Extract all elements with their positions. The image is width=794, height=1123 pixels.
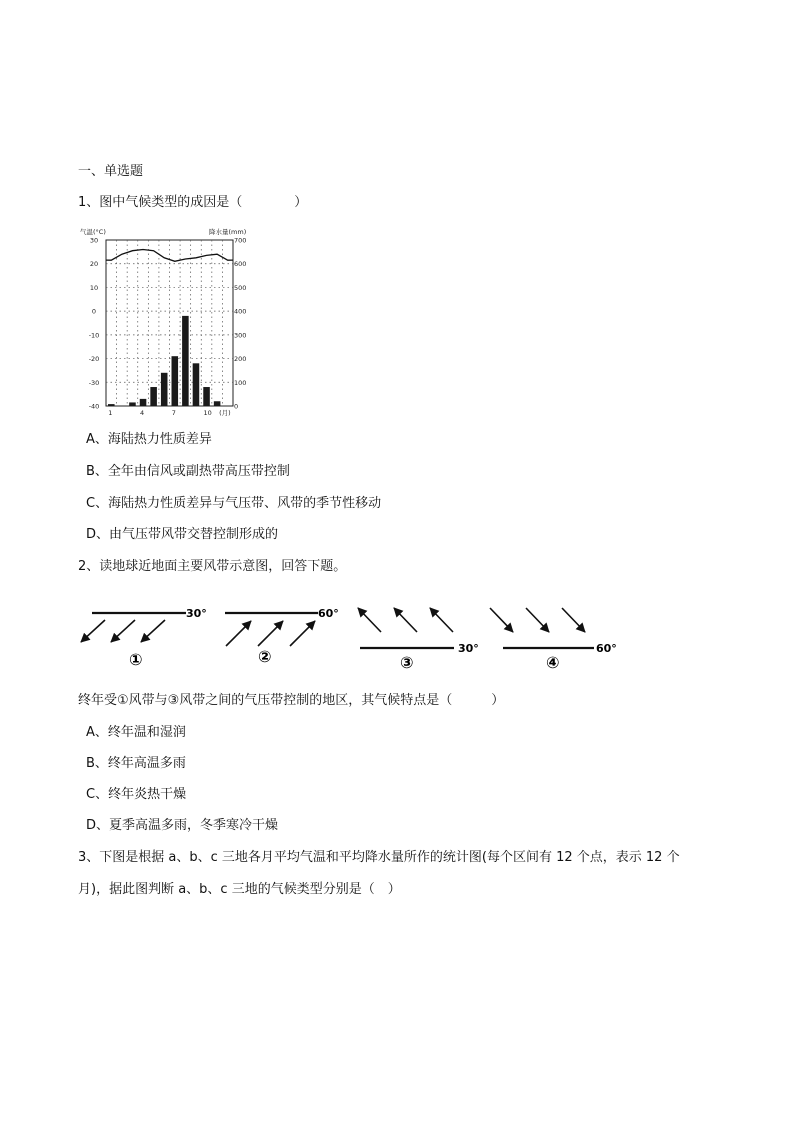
wind-belt-label-1: ①: [129, 650, 143, 669]
wind-belt-diagram: [70, 596, 630, 676]
q1-option-a[interactable]: A、海陆热力性质差异: [86, 432, 212, 447]
latitude-label-30: 30°: [186, 607, 207, 620]
precip-tick-label: 600: [234, 260, 246, 269]
wind-arrow: [358, 608, 381, 632]
wind-arrow: [394, 608, 417, 632]
latitude-label-60: 60°: [596, 642, 617, 655]
temp-tick-label: -20: [88, 355, 100, 364]
temp-tick-label: 10: [89, 283, 99, 292]
wind-belt-label-2: ②: [258, 647, 272, 666]
month-tick-label: 7: [171, 409, 176, 417]
q2-option-a[interactable]: A、终年温和湿润: [86, 725, 186, 740]
precip-tick-label: 700: [234, 236, 246, 245]
wind-arrow: [490, 608, 513, 632]
wind-arrow: [290, 621, 315, 646]
q1-option-b[interactable]: B、全年由信风或副热带高压带控制: [86, 464, 290, 479]
precip-tick-label: 200: [234, 355, 246, 364]
q2-stem: 2、读地球近地面主要风带示意图，回答下题。: [78, 559, 347, 574]
temp-tick-label: 20: [89, 260, 99, 269]
temp-tick-label: 30: [89, 236, 99, 245]
precipitation-bar: [161, 373, 168, 406]
month-tick-label: 4: [140, 409, 145, 417]
q2-option-c[interactable]: C、终年炎热干燥: [86, 787, 187, 802]
precipitation-bars: [108, 316, 220, 406]
precip-tick-label: 500: [234, 283, 246, 292]
temp-tick-label: 0: [91, 307, 97, 316]
q1-stem: 1、图中气候类型的成因是（ ）: [78, 195, 308, 210]
precipitation-bar: [182, 316, 189, 406]
latitude-label-30: 30°: [458, 642, 479, 655]
month-tick-label: (月): [219, 409, 231, 417]
latitude-label-60: 60°: [318, 607, 339, 620]
temp-tick-label: -40: [88, 402, 100, 411]
precipitation-bar: [203, 387, 210, 406]
climate-chart: [76, 222, 246, 422]
section-title: 一、单选题: [78, 164, 144, 179]
wind-belt-3: [358, 608, 479, 672]
wind-arrow: [430, 608, 453, 632]
wind-arrow: [141, 620, 165, 642]
precipitation-bar: [108, 404, 115, 406]
precip-tick-label: 0: [234, 402, 239, 411]
q3-stem-line1: 3、下图是根据 a、b、c 三地各月平均气温和平均降水量所作的统计图(每个区间有 12 个点，表示 12 个: [78, 850, 680, 865]
temp-tick-label: -30: [88, 378, 100, 387]
wind-belt-label-3: ③: [400, 653, 414, 672]
month-tick-label: 10: [203, 409, 212, 417]
plot-frame: [106, 240, 233, 406]
q2-option-b[interactable]: B、终年高温多雨: [86, 756, 186, 771]
month-tick-label: 1: [108, 409, 113, 417]
precipitation-bar: [150, 387, 157, 406]
wind-arrow: [226, 621, 251, 646]
precip-tick-label: 300: [234, 331, 246, 340]
wind-arrow: [258, 621, 283, 646]
q3-stem-line2: 月)，据此图判断 a、b、c 三地的气候类型分别是（ ）: [78, 882, 401, 897]
temp-axis-label: 气温(°C): [80, 228, 106, 236]
temperature-line: [106, 250, 233, 262]
precipitation-bar: [193, 363, 200, 406]
wind-arrow: [81, 620, 105, 642]
precip-axis-label: 降水量(mm): [209, 228, 246, 236]
wind-belt-1: [81, 607, 207, 669]
wind-belt-label-4: ④: [546, 653, 560, 672]
precip-tick-label: 100: [234, 378, 246, 387]
precip-tick-label: 400: [234, 307, 246, 316]
grid: [106, 240, 233, 406]
q2-option-d[interactable]: D、夏季高温多雨，冬季寒冷干燥: [86, 818, 279, 833]
q2-question: 终年受①风带与③风带之间的气压带控制的地区，其气候特点是（ ）: [78, 693, 505, 708]
precipitation-bar: [129, 402, 136, 406]
precipitation-bar: [140, 399, 147, 406]
wind-arrow: [111, 620, 135, 642]
q1-option-d[interactable]: D、由气压带风带交替控制形成的: [86, 527, 279, 542]
wind-belt-4: [490, 608, 617, 672]
precipitation-bar: [214, 401, 221, 406]
wind-belt-2: [225, 607, 339, 666]
precipitation-bar: [172, 356, 179, 406]
wind-arrow: [562, 608, 585, 632]
temp-tick-label: -10: [88, 331, 100, 340]
wind-arrow: [526, 608, 549, 632]
q1-option-c[interactable]: C、海陆热力性质差异与气压带、风带的季节性移动: [86, 496, 382, 511]
